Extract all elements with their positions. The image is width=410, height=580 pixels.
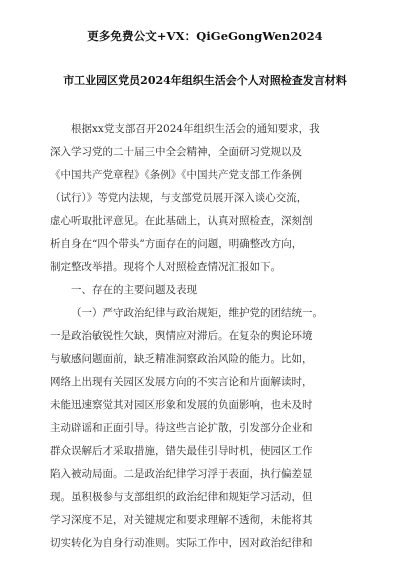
watermark-header: 更多免费公文+VX：QiGeGongWen2024	[87, 29, 323, 43]
page-title: 市工业园区党员2024年组织生活会个人对照检查发言材料	[63, 74, 347, 87]
paragraph-line: 未能迅速察觉其对园区形象和发展的负面影响，也未及时	[50, 399, 313, 411]
paragraph-line: 与敏感问题面前，缺乏精准洞察政治风险的能力。比如，	[50, 353, 313, 365]
paragraph-line: 群众误解后才采取措施，错失最佳引导时机，使园区工作	[50, 445, 313, 457]
document-body	[50, 118, 358, 555]
section-heading: 一、存在的主要问题及表现	[71, 284, 197, 296]
paragraph-line: 虚心听取批评意见。在此基础上，认真对照检查，深刻剖	[50, 215, 313, 227]
subsection-heading: （一）严守政治纪律与政治规矩，维护党的团结统一。	[71, 307, 323, 319]
paragraph-line: （试行）》等党内法规，与支部党员展开深入谈心交流，	[50, 192, 308, 204]
paragraph-line: 制定整改举措。现将个人对照检查情况汇报如下。	[50, 261, 281, 273]
paragraph-line: 网络上出现有关园区发展方向的不实言论和片面解读时，	[50, 376, 313, 388]
paragraph-line: 深入学习党的二十届三中全会精神，全面研习党规以及	[50, 146, 302, 158]
paragraph-line: 一是政治敏锐性欠缺，舆情应对滞后。在复杂的舆论环境	[50, 330, 313, 342]
paragraph-line: 现。虽积极参与支部组织的政治纪律和规矩学习活动，但	[50, 491, 313, 503]
paragraph-line: 陷入被动局面。二是政治纪律学习浮于表面，执行偏差显	[50, 468, 313, 480]
paragraph-line: 主动辟谣和正面引导。待这些言论扩散，引发部分企业和	[50, 422, 313, 434]
paragraph-line: 切实转化为自身行动准则。实际工作中，因对政治纪律和	[50, 537, 313, 549]
paragraph-line: 根据xx党支部召开2024年组织生活会的通知要求，我	[71, 123, 320, 135]
paragraph-line: 《中国共产党章程》《条例》《中国共产党支部工作条例	[50, 169, 302, 181]
paragraph-line: 学习深度不足，对关键规定和要求理解不透彻，未能将其	[50, 514, 313, 526]
paragraph-line: 析自身在“四个带头”方面存在的问题，明确整改方向，	[50, 238, 303, 250]
